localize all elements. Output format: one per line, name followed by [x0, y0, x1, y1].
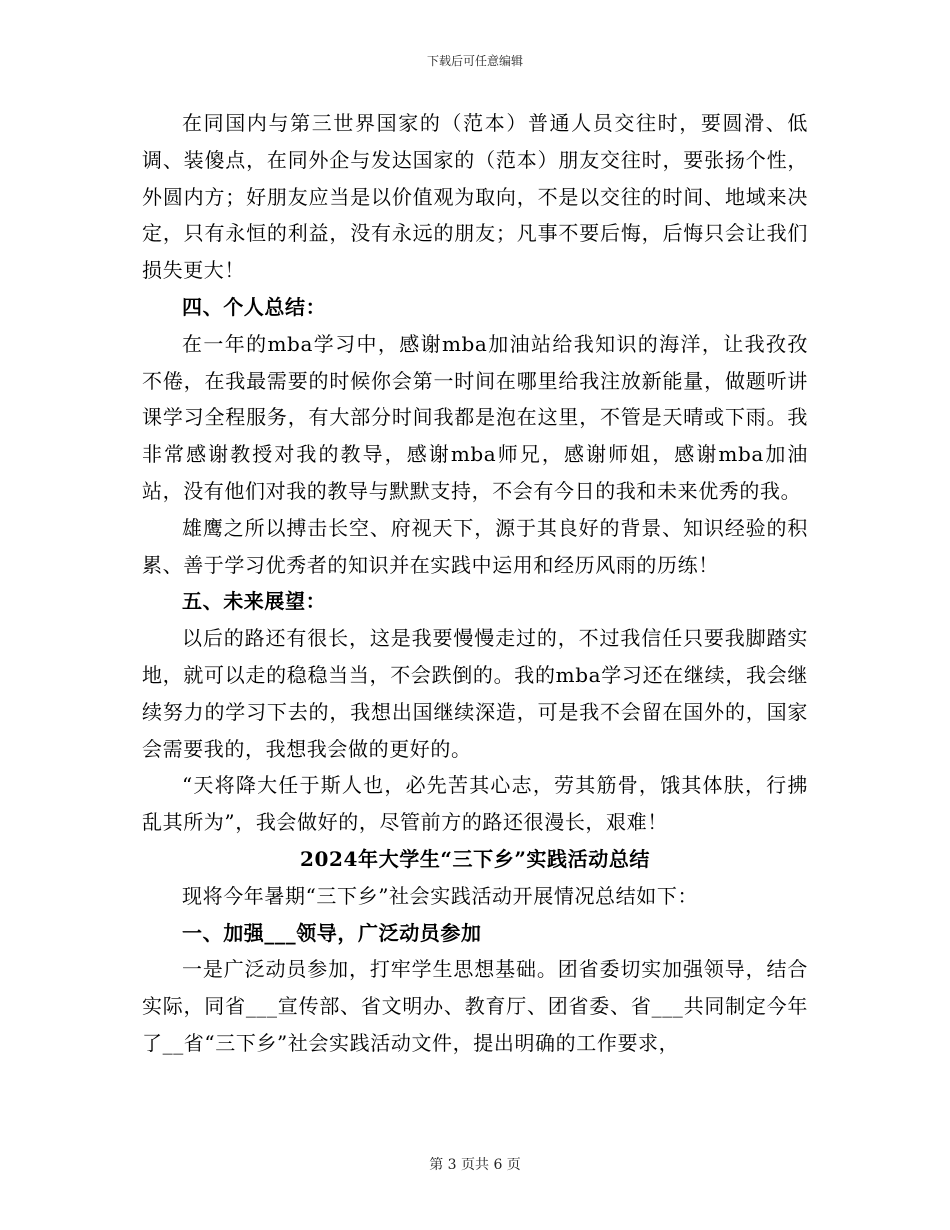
document-body [142, 105, 808, 1062]
heading-leadership: 一、加强___领导，广泛动员参加 [182, 920, 482, 945]
paragraph-mba-study: 在一年的mba学习中，感谢mba加油站给我知识的海洋，让我孜孜不倦，在我最需要的时候你会第一时间在哪里给我注放新能量，做题听讲课学习全程服务，有大部分时间我都是泡在这里，不管是天晴或下雨。我非常感谢教授对我的教导，感谢mba师兄，感谢师姐，感谢mba加油站，没有他们对我的教导与默默支持，不会有今日的我和未来优秀的我。 [142, 331, 808, 503]
paragraph-mobilize: 一是广泛动员参加，打牢学生思想基础。团省委切实加强领导，结合实际，同省___宣传部、省文明办、教育厅、团省委、省___共同制定今年了__省“三下乡”社会实践活动文件，提出明确的工作要求， [142, 957, 808, 1055]
section-title: 2024年大学生“三下乡”实践活动总结 [299, 846, 651, 871]
paragraph-eagle: 雄鹰之所以搏击长空、府视天下，源于其良好的背景、知识经验的积累、善于学习优秀者的知识并在实践中运用和经历风雨的历练！ [142, 515, 808, 577]
page-footer: 第 3 页共 6 页 [429, 1157, 521, 1173]
heading-future-outlook: 五、未来展望： [182, 589, 327, 614]
paragraph-future-road: 以后的路还有很长，这是我要慢慢走过的，不过我信任只要我脚踏实地，就可以走的稳稳当当，不会跌倒的。我的mba学习还在继续，我会继续努力的学习下去的，我想出国继续深造，可是我不会留在国外的，国家会需要我的，我想我会做的更好的。 [142, 626, 808, 761]
paragraph-quote: “天将降大任于斯人也，必先苦其心志，劳其筋骨，饿其体肤，行拂乱其所为”，我会做好的，尽管前方的路还很漫长，艰难！ [142, 773, 808, 835]
heading-personal-summary: 四、个人总结： [182, 294, 327, 319]
paragraph-summary-intro: 现将今年暑期“三下乡”社会实践活动开展情况总结如下： [182, 883, 699, 908]
page-header: 下载后可任意编辑 [426, 54, 523, 68]
paragraph-communication: 在同国内与第三世界国家的（范本）普通人员交往时，要圆滑、低调、装傻点，在同外企与发达国家的（范本）朋友交往时，要张扬个性，外圆内方；好朋友应当是以价值观为取向，不是以交往的时间、地域来决定，只有永恒的利益，没有永远的朋友；凡事不要后悔，后悔只会让我们损失更大！ [142, 111, 808, 283]
